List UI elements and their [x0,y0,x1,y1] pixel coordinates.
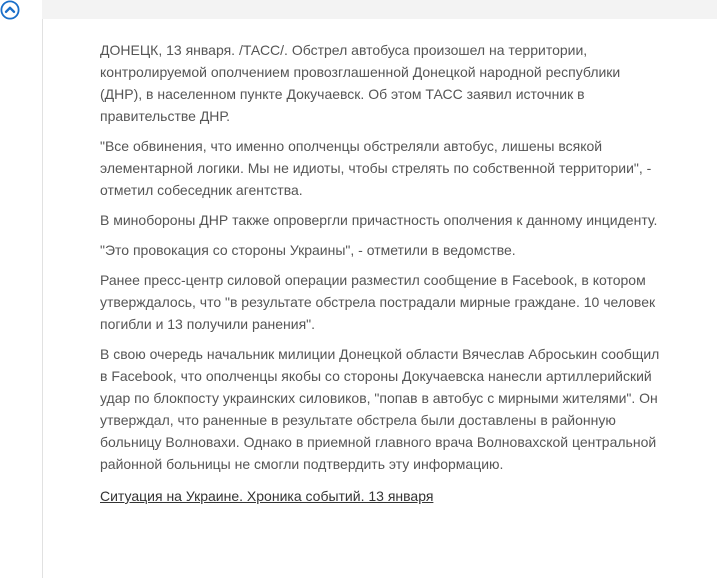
article-paragraph: В минобороны ДНР также опровергли причастность ополчения к данному инциденту. [100,212,658,228]
article-paragraph: "Все обвинения, что именно ополченцы обстреляли автобус, лишены всякой элементарной логики. Мы не идиоты, чтобы стрелять по собственной территории", - отметил собеседник агентства. [100,138,652,198]
scroll-up-button[interactable] [0,0,20,20]
article-paragraph: "Это провокация со стороны Украины", - отметили в ведомстве. [100,242,516,258]
article-paragraph: В свою очередь начальник милиции Донецкой области Вячеслав Аброськин сообщил в Facebook, что ополченцы якобы со стороны Докучаевска нанесли артиллерийский удар по блокпосту украинских силовиков, "попав в автобус с мирными жителями". Он утверждал, что раненные в результате обстрела были доставлены в районную больницу Волновахи. Однако в приемной главного врача Волновахской центральной районной больницы не смогли подтвердить эту информацию. [100,346,660,472]
article-paragraph: Ранее пресс-центр силовой операции разместил сообщение в Facebook, в котором утверждалось, что "в результате обстрела пострадали мирные граждане. 10 человек погибли и 13 получили ранения". [100,272,656,332]
chevron-up-circle-icon [0,0,20,20]
content-left-border [42,19,43,578]
related-news-link[interactable]: Ситуация на Украине. Хроника событий. 13 января [100,488,434,504]
article-paragraph-lead: ДОНЕЦК, 13 января. /ТАСС/. Обстрел автобуса произошел на территории, контролируемой ополчением провозглашенной Донецкой народной республики (ДНР), в населенном пункте Докучаевск. Об этом ТАСС заявил источник в правительстве ДНР. [100,42,621,124]
article-body [100,39,660,507]
header-band [42,0,717,19]
